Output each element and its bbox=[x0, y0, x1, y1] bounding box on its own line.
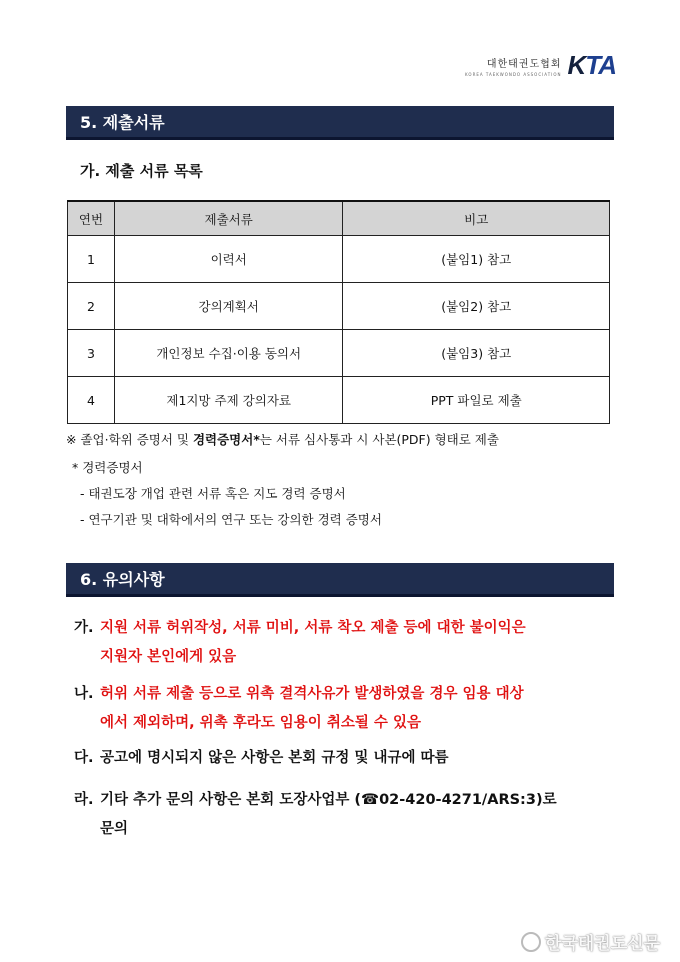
item-text: 문의 bbox=[100, 821, 129, 837]
notice-item bbox=[74, 614, 526, 672]
header-remark: 비고 bbox=[343, 201, 610, 236]
item-text: 에서 제외하며, 위촉 후라도 임용이 취소될 수 있음 bbox=[100, 715, 421, 731]
newspaper-logo-icon bbox=[521, 932, 541, 952]
cell-remark: (붙임2) 참고 bbox=[343, 283, 610, 330]
section-5-subheading: 가. 제출 서류 목록 bbox=[80, 162, 203, 180]
career-certificate-note: * 경력증명서 bbox=[72, 460, 143, 475]
table-row bbox=[68, 236, 610, 283]
cell-document: 제1지망 주제 강의자료 bbox=[114, 377, 343, 424]
item-text: 공고에 명시되지 않은 사항은 본회 규정 및 내규에 따름 bbox=[100, 750, 449, 766]
cell-remark: PPT 파일로 제출 bbox=[343, 377, 610, 424]
cell-document: 강의계획서 bbox=[114, 283, 343, 330]
item-text: 지원 서류 허위작성, 서류 미비, 서류 착오 제출 등에 대한 불이익은 bbox=[100, 620, 526, 636]
cell-number: 3 bbox=[68, 330, 115, 377]
cell-document: 개인정보 수집·이용 동의서 bbox=[114, 330, 343, 377]
logo-mark: KTA bbox=[567, 50, 616, 80]
table-row bbox=[68, 330, 610, 377]
documents-table bbox=[67, 200, 610, 424]
notice-item bbox=[74, 680, 524, 738]
watermark bbox=[521, 929, 660, 954]
cell-document: 이력서 bbox=[114, 236, 343, 283]
logo-english-name: KOREA TAEKWONDO ASSOCIATION bbox=[465, 71, 562, 77]
cell-number: 1 bbox=[68, 236, 115, 283]
cell-number: 2 bbox=[68, 283, 115, 330]
item-label: 라. bbox=[74, 792, 94, 808]
header-document: 제출서류 bbox=[114, 201, 343, 236]
career-certificate-item: - 연구기관 및 대학에서의 연구 또는 강의한 경력 증명서 bbox=[80, 512, 382, 527]
section-5-title: 5. 제출서류 bbox=[66, 106, 614, 140]
table-row bbox=[68, 283, 610, 330]
submission-note: ※ 졸업·학위 증명서 및 경력증명서*는 서류 심사통과 시 사본(PDF) 형태로 제출 bbox=[66, 432, 499, 447]
table-row bbox=[68, 377, 610, 424]
cell-remark: (붙임3) 참고 bbox=[343, 330, 610, 377]
logo-text bbox=[465, 55, 561, 77]
item-label: 다. bbox=[74, 750, 94, 766]
cell-remark: (붙임1) 참고 bbox=[343, 236, 610, 283]
section-6-title: 6. 유의사항 bbox=[66, 563, 614, 597]
item-text: 기타 추가 문의 사항은 본회 도장사업부 (☎02-420-4271/ARS:3)로 bbox=[100, 792, 557, 808]
notice-item bbox=[74, 786, 557, 844]
header-number: 연번 bbox=[68, 201, 115, 236]
kta-logo bbox=[465, 50, 616, 81]
logo-korean-name: 대한태권도협회 bbox=[486, 58, 562, 70]
watermark-text: 한국태권도신문 bbox=[545, 934, 660, 954]
item-text: 허위 서류 제출 등으로 위촉 결격사유가 발생하였을 경우 임용 대상 bbox=[100, 686, 524, 702]
item-label: 가. bbox=[74, 620, 94, 636]
notice-item bbox=[74, 744, 449, 773]
cell-number: 4 bbox=[68, 377, 115, 424]
table-header-row bbox=[68, 201, 610, 236]
item-label: 나. bbox=[74, 686, 94, 702]
career-certificate-item: - 태권도장 개업 관련 서류 혹은 지도 경력 증명서 bbox=[80, 486, 346, 501]
item-text: 지원자 본인에게 있음 bbox=[100, 649, 237, 665]
